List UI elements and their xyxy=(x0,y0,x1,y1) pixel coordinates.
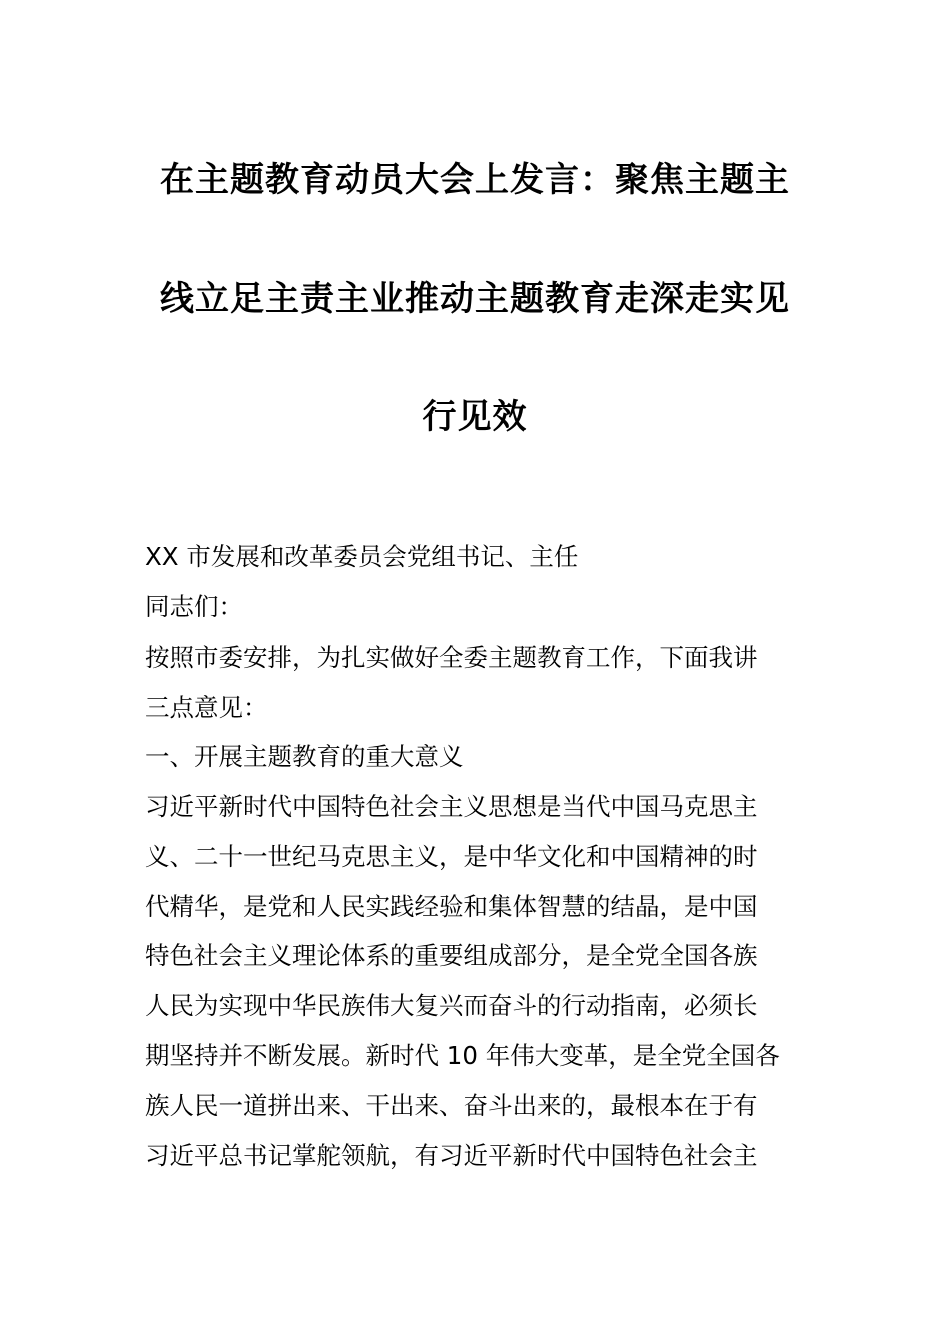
paragraph-line: 义、二十一世纪马克思主义，是中华文化和中国精神的时 xyxy=(145,842,758,871)
paragraph-line: 习近平新时代中国特色社会主义思想是当代中国马克思主 xyxy=(145,792,758,821)
paragraph-line: 特色社会主义理论体系的重要组成部分，是全党全国各族 xyxy=(145,941,758,970)
intro-line-2: 三点意见： xyxy=(145,693,268,722)
author-line: XX 市发展和改革委员会党组书记、主任 xyxy=(145,542,579,571)
paragraph-line: 期坚持并不断发展。新时代 10 年伟大变革，是全党全国各 xyxy=(145,1041,780,1070)
salutation: 同志们： xyxy=(145,592,243,621)
paragraph-line: 人民为实现中华民族伟大复兴而奋斗的行动指南，必须长 xyxy=(145,991,758,1020)
paragraph-line: 习近平总书记掌舵领航，有习近平新时代中国特色社会主 xyxy=(145,1141,758,1170)
paragraph-line: 代精华，是党和人民实践经验和集体智慧的结晶，是中国 xyxy=(145,892,758,921)
document-title-line-2: 线立足主责主业推动主题教育走深走实见 xyxy=(160,279,790,319)
paragraph-line: 族人民一道拼出来、干出来、奋斗出来的，最根本在于有 xyxy=(145,1091,758,1120)
document-title-line-1: 在主题教育动员大会上发言：聚焦主题主 xyxy=(160,160,790,200)
section-heading: 一、开展主题教育的重大意义 xyxy=(145,742,464,771)
intro-line-1: 按照市委安排，为扎实做好全委主题教育工作，下面我讲 xyxy=(145,643,758,672)
document-title-line-3: 行见效 xyxy=(422,397,528,437)
